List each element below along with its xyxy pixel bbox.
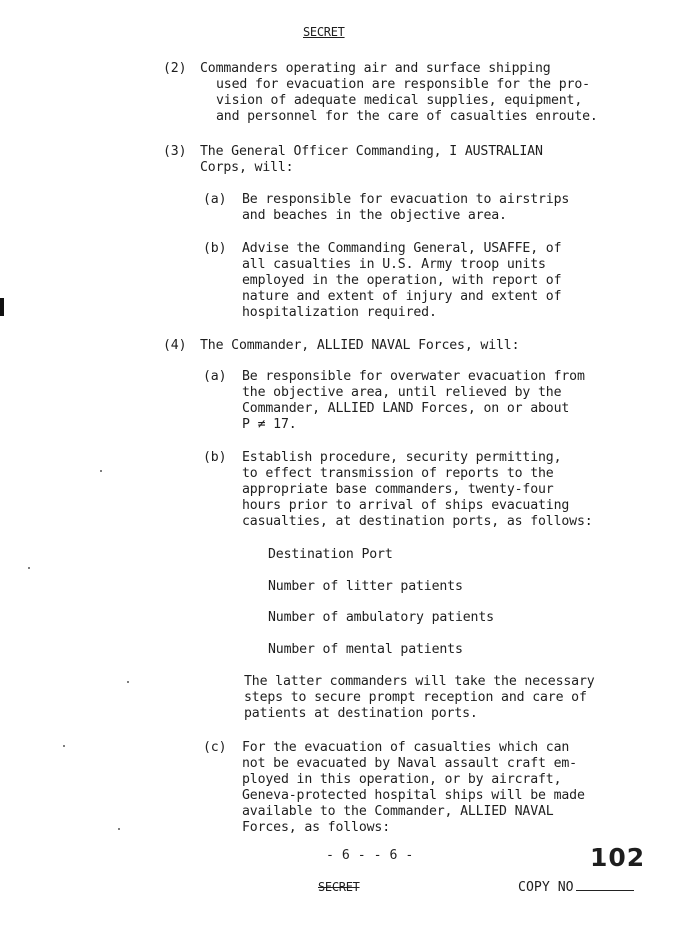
- text-line: Corps, will:: [200, 160, 294, 175]
- text-line: patients at destination ports.: [244, 706, 478, 721]
- text-line: Advise the Commanding General, USAFFE, of: [242, 241, 562, 256]
- subparagraph-label: (b): [203, 241, 227, 256]
- text-line: hospitalization required.: [242, 305, 437, 320]
- text-line: employed in the operation, with report of: [242, 273, 562, 288]
- scan-speck: [127, 681, 129, 683]
- text-line: Establish procedure, security permitting,: [242, 450, 562, 465]
- text-line: The latter commanders will take the necessary: [244, 674, 595, 689]
- text-line: Be responsible for overwater evacuation from: [242, 369, 585, 384]
- paragraph-number: (2): [163, 61, 187, 76]
- text-line: and personnel for the care of casualties enroute.: [216, 109, 598, 124]
- text-line: The Commander, ALLIED NAVAL Forces, will:: [200, 338, 520, 353]
- list-item: Number of ambulatory patients: [268, 610, 494, 625]
- copy-number-blank: [576, 878, 634, 891]
- text-line: Forces, as follows:: [242, 820, 391, 835]
- scan-speck: [28, 567, 30, 569]
- paragraph-number: (3): [163, 144, 187, 159]
- text-line: Commander, ALLIED LAND Forces, on or about: [242, 401, 570, 416]
- page-number: - 6 - - 6 -: [326, 848, 414, 863]
- text-line: not be evacuated by Naval assault craft em-: [242, 756, 577, 771]
- paragraph-number: (4): [163, 338, 187, 353]
- subparagraph-label: (b): [203, 450, 227, 465]
- text-line: For the evacuation of casualties which can: [242, 740, 570, 755]
- subparagraph-label: (c): [203, 740, 227, 755]
- text-line: casualties, at destination ports, as follows:: [242, 514, 593, 529]
- text-line: to effect transmission of reports to the: [242, 466, 554, 481]
- subparagraph-label: (a): [203, 192, 227, 207]
- list-item: Destination Port: [268, 547, 393, 562]
- scan-speck: [63, 745, 65, 747]
- text-line: all casualties in U.S. Army troop units: [242, 257, 546, 272]
- text-line: used for evacuation are responsible for the pro-: [216, 77, 590, 92]
- scan-speck: [100, 470, 102, 472]
- text-line: Geneva-protected hospital ships will be made: [242, 788, 585, 803]
- text-line: steps to secure prompt reception and care of: [244, 690, 587, 705]
- text-line: Be responsible for evacuation to airstrips: [242, 192, 570, 207]
- classification-header: SECRET: [303, 25, 345, 39]
- text-line: P ≠ 17.: [242, 417, 297, 432]
- text-line: available to the Commander, ALLIED NAVAL: [242, 804, 554, 819]
- classification-footer: SECRET: [318, 880, 360, 894]
- text-line: hours prior to arrival of ships evacuating: [242, 498, 570, 513]
- scan-speck: [118, 828, 120, 830]
- text-line: vision of adequate medical supplies, equipment,: [216, 93, 583, 108]
- text-line: ployed in this operation, or by aircraft,: [242, 772, 562, 787]
- scan-edge-mark: [0, 298, 4, 316]
- text-line: the objective area, until relieved by the: [242, 385, 562, 400]
- text-line: appropriate base commanders, twenty-four: [242, 482, 554, 497]
- text-line: The General Officer Commanding, I AUSTRALIAN: [200, 144, 543, 159]
- copy-label: COPY NO: [518, 880, 574, 895]
- subparagraph-label: (a): [203, 369, 227, 384]
- text-line: and beaches in the objective area.: [242, 208, 507, 223]
- copy-number-field: [518, 878, 634, 895]
- list-item: Number of litter patients: [268, 579, 463, 594]
- text-line: nature and extent of injury and extent of: [242, 289, 562, 304]
- list-item: Number of mental patients: [268, 642, 463, 657]
- handwritten-number: 102: [590, 843, 646, 872]
- text-line: Commanders operating air and surface shipping: [200, 61, 551, 76]
